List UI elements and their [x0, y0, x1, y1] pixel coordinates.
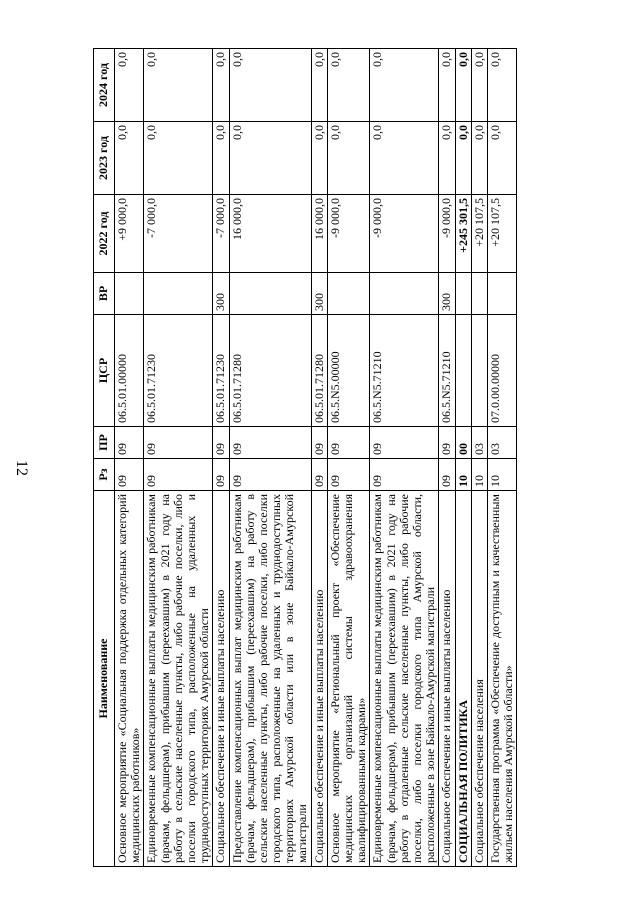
cell-pr: 03: [471, 427, 487, 459]
cell-2024: 0,0: [229, 49, 311, 122]
cell-name: Основное мероприятие «Социальная поддержка отдельных категорий медицинских работников»: [115, 491, 144, 867]
cell-name: Социальное обеспечение населения: [471, 491, 487, 867]
cell-2022: 16 000,0: [229, 195, 311, 273]
cell-2023: 0,0: [487, 122, 516, 195]
cell-2024: 0,0: [327, 49, 370, 122]
cell-vr: [115, 273, 144, 315]
cell-name: Единовременные компенсационные выплаты медицинским работникам (врачам, фельдшерам), прибывшим (переехавшим) в 2021 году на работу в сельские населенные пункты, либо рабочие поселки, либо поселки городского типа, расположенные на удаленных и труднодоступных территориях Амурской области: [144, 491, 213, 867]
cell-2024: 0,0: [471, 49, 487, 122]
cell-pr: 09: [311, 427, 327, 459]
table-row: [144, 49, 213, 867]
cell-pr: 09: [439, 427, 455, 459]
cell-name: Социальное обеспечение и иные выплаты населению: [439, 491, 455, 867]
cell-rz: 09: [311, 459, 327, 491]
cell-name: Основное мероприятие «Региональный проект «Обеспечение медицинских организаций системы здравоохранения квалифицированными кадрами»: [327, 491, 370, 867]
col-header-pr: ПР: [94, 427, 115, 459]
cell-rz: 09: [370, 459, 439, 491]
cell-csr: 06.5.N5.71210: [439, 315, 455, 427]
cell-rz: 10: [487, 459, 516, 491]
table-header-row: [94, 49, 115, 867]
cell-csr: 07.0.00.00000: [487, 315, 516, 427]
cell-2022: +20 107,5: [487, 195, 516, 273]
cell-2024: 0,0: [455, 49, 471, 122]
cell-2024: 0,0: [487, 49, 516, 122]
cell-csr: 06.5.N5.71210: [370, 315, 439, 427]
cell-csr: 06.5.01.71230: [213, 315, 229, 427]
rotated-page: [93, 49, 543, 867]
page-number: 12: [13, 460, 30, 476]
cell-name: Социальное обеспечение и иные выплаты населению: [213, 491, 229, 867]
cell-2022: -9 000,0: [327, 195, 370, 273]
cell-pr: 03: [487, 427, 516, 459]
cell-2024: 0,0: [370, 49, 439, 122]
cell-csr: [471, 315, 487, 427]
cell-vr: [229, 273, 311, 315]
table-row: [439, 49, 455, 867]
budget-table: [93, 48, 517, 867]
cell-name: Государственная программа «Обеспечение доступным и качественным жильем населения Амурской области»: [487, 491, 516, 867]
cell-2023: 0,0: [115, 122, 144, 195]
table-row: [213, 49, 229, 867]
cell-2022: -9 000,0: [439, 195, 455, 273]
cell-pr: 09: [327, 427, 370, 459]
cell-vr: [487, 273, 516, 315]
cell-2022: -9 000,0: [370, 195, 439, 273]
cell-vr: [144, 273, 213, 315]
cell-pr: 09: [115, 427, 144, 459]
cell-2023: 0,0: [311, 122, 327, 195]
cell-2024: 0,0: [439, 49, 455, 122]
cell-rz: 09: [115, 459, 144, 491]
col-header-2022: 2022 год: [94, 195, 115, 273]
table-row: [455, 49, 471, 867]
cell-vr: [327, 273, 370, 315]
cell-2022: 16 000,0: [311, 195, 327, 273]
table-row: [487, 49, 516, 867]
cell-name: Единовременные компенсационные выплаты медицинским работникам (врачам, фельдшерам), прибывшим (переехавшим) в 2021 году на работу в отдаленные сельские населенные пункты, либо рабочие поселки, либо поселки городского типа Амурской области, расположенные в зоне Байкало-Амурской магистрали: [370, 491, 439, 867]
cell-csr: [455, 315, 471, 427]
cell-2022: +20 107,5: [471, 195, 487, 273]
cell-pr: 09: [370, 427, 439, 459]
cell-2024: 0,0: [213, 49, 229, 122]
col-header-2024: 2024 год: [94, 49, 115, 122]
cell-rz: 09: [213, 459, 229, 491]
cell-rz: 09: [144, 459, 213, 491]
cell-2022: +9 000,0: [115, 195, 144, 273]
table-row: [370, 49, 439, 867]
cell-2022: -7 000,0: [144, 195, 213, 273]
table-row: [115, 49, 144, 867]
cell-2024: 0,0: [144, 49, 213, 122]
cell-csr: 06.5.01.71280: [229, 315, 311, 427]
cell-csr: 06.5.01.71230: [144, 315, 213, 427]
table-body: [115, 49, 517, 867]
cell-2024: 0,0: [311, 49, 327, 122]
cell-2023: 0,0: [144, 122, 213, 195]
cell-rz: 09: [439, 459, 455, 491]
cell-2022: +245 301,5: [455, 195, 471, 273]
cell-2024: 0,0: [115, 49, 144, 122]
cell-pr: 09: [229, 427, 311, 459]
cell-name: Предоставление компенсационных выплат медицинским работникам (врачам, фельдшерам), прибывшим (переехавшим) на работу в сельские населенные пункты, либо рабочие поселки, либо поселки городского типа, расположенные на удаленных и труднодоступных территориях Амурской области или в зоне Байкало-Амурской магистрали: [229, 491, 311, 867]
cell-2023: 0,0: [370, 122, 439, 195]
cell-vr: [370, 273, 439, 315]
cell-vr: [471, 273, 487, 315]
cell-rz: 10: [471, 459, 487, 491]
cell-csr: 06.5.01.71280: [311, 315, 327, 427]
cell-rz: 09: [327, 459, 370, 491]
col-header-rz: Рз: [94, 459, 115, 491]
cell-2022: -7 000,0: [213, 195, 229, 273]
cell-rz: 09: [229, 459, 311, 491]
cell-pr: 09: [213, 427, 229, 459]
cell-csr: 06.5.01.00000: [115, 315, 144, 427]
col-header-vr: ВР: [94, 273, 115, 315]
cell-name: Социальное обеспечение и иные выплаты населению: [311, 491, 327, 867]
cell-2023: 0,0: [213, 122, 229, 195]
col-header-name: Наименование: [94, 491, 115, 867]
table-row: [311, 49, 327, 867]
cell-csr: 06.5.N5.00000: [327, 315, 370, 427]
col-header-csr: ЦСР: [94, 315, 115, 427]
cell-vr: 300: [439, 273, 455, 315]
cell-rz: 10: [455, 459, 471, 491]
cell-2023: 0,0: [327, 122, 370, 195]
cell-vr: 300: [311, 273, 327, 315]
table-row: [471, 49, 487, 867]
cell-name: СОЦИАЛЬНАЯ ПОЛИТИКА: [455, 491, 471, 867]
cell-2023: 0,0: [455, 122, 471, 195]
cell-2023: 0,0: [229, 122, 311, 195]
table-row: [229, 49, 311, 867]
col-header-2023: 2023 год: [94, 122, 115, 195]
cell-2023: 0,0: [439, 122, 455, 195]
cell-vr: 300: [213, 273, 229, 315]
cell-vr: [455, 273, 471, 315]
cell-2023: 0,0: [471, 122, 487, 195]
cell-pr: 00: [455, 427, 471, 459]
table-row: [327, 49, 370, 867]
cell-pr: 09: [144, 427, 213, 459]
